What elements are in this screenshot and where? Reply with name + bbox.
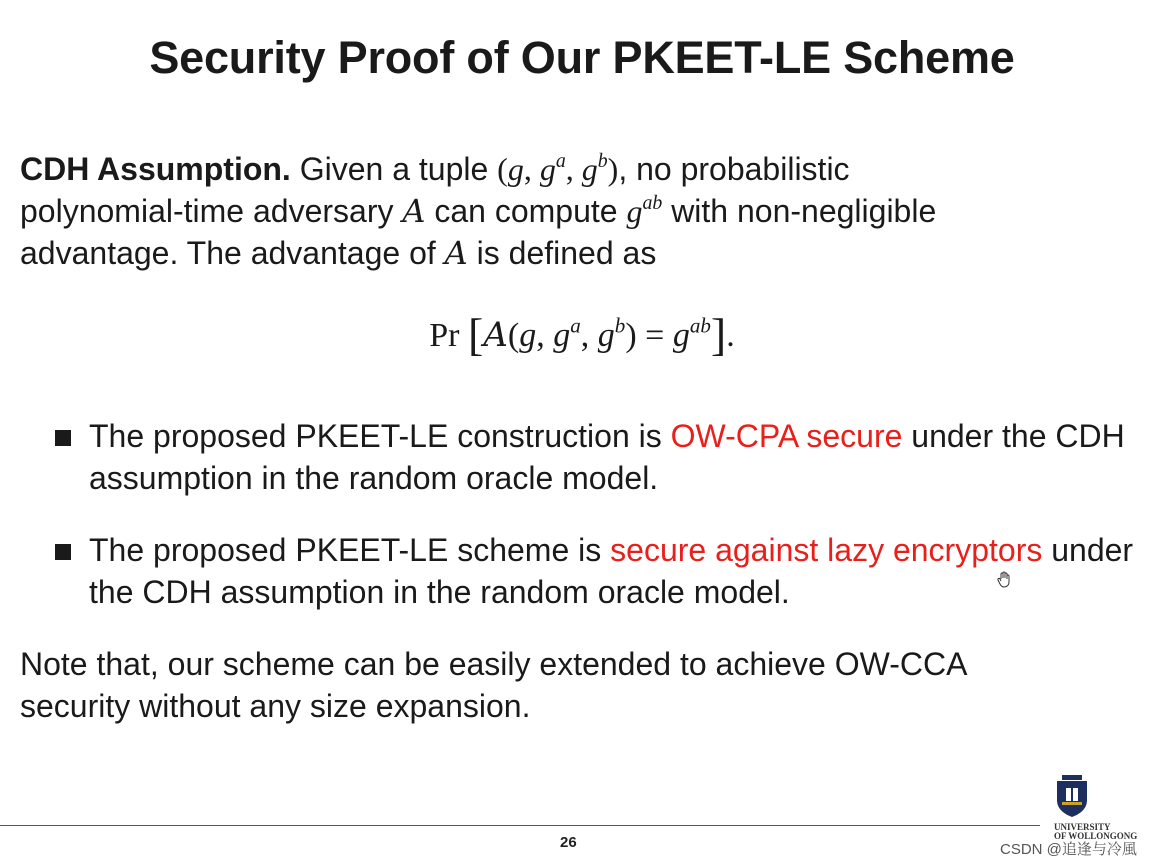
- cdh-assumption-paragraph: [20, 148, 1140, 274]
- cdh-heading: CDH Assumption.: [20, 151, 291, 187]
- bullet-square-icon: [55, 430, 71, 446]
- footer-divider: [0, 825, 1040, 826]
- text-fragment: , no probabilistic: [618, 151, 850, 187]
- text-fragment: is defined as: [476, 235, 657, 271]
- csdn-watermark: CSDN @追逢与冷風: [1000, 841, 1137, 858]
- text-fragment: can compute: [434, 193, 618, 229]
- gab-math: $g^{ab}$: [626, 192, 663, 229]
- slide-title: Security Proof of Our PKEET-LE Scheme: [149, 32, 1015, 83]
- adversary-symbol: A: [444, 234, 468, 272]
- adversary-symbol: A: [402, 192, 426, 230]
- highlight-lazy-encryptors: secure against lazy encryptors: [610, 532, 1043, 568]
- text-fragment: advantage. The advantage of: [20, 235, 436, 271]
- highlight-ow-cpa: OW-CPA secure: [670, 418, 903, 454]
- page-number: 26: [560, 834, 577, 851]
- advantage-formula: Pr [A(g, $g^a$, $g^b) = g^{ab}$].: [429, 309, 735, 360]
- bullet-item-lazy-encryptors: The proposed PKEET-LE scheme is secure against lazy encryptors under the CDH assumption in the random oracle model.: [55, 529, 1145, 613]
- text-fragment: polynomial-time adversary: [20, 193, 394, 229]
- university-name: UNIVERSITY OF WOLLONGONG: [1054, 822, 1138, 841]
- text-fragment: with non-negligible: [671, 193, 937, 229]
- hand-cursor-icon: [996, 571, 1012, 589]
- tuple-math: (g, $g^a$, $g^b$): [497, 150, 619, 187]
- bullet-item-ow-cpa: The proposed PKEET-LE construction is OW-CPA secure under the CDH assumption in the random oracle model.: [55, 415, 1145, 499]
- bullet-square-icon: [55, 544, 71, 560]
- text-fragment: Given a tuple: [299, 151, 489, 187]
- note-paragraph: Note that, our scheme can be easily extended to achieve OW-CCA security without any size expansion.: [20, 646, 966, 724]
- university-crest-icon: [1052, 774, 1092, 818]
